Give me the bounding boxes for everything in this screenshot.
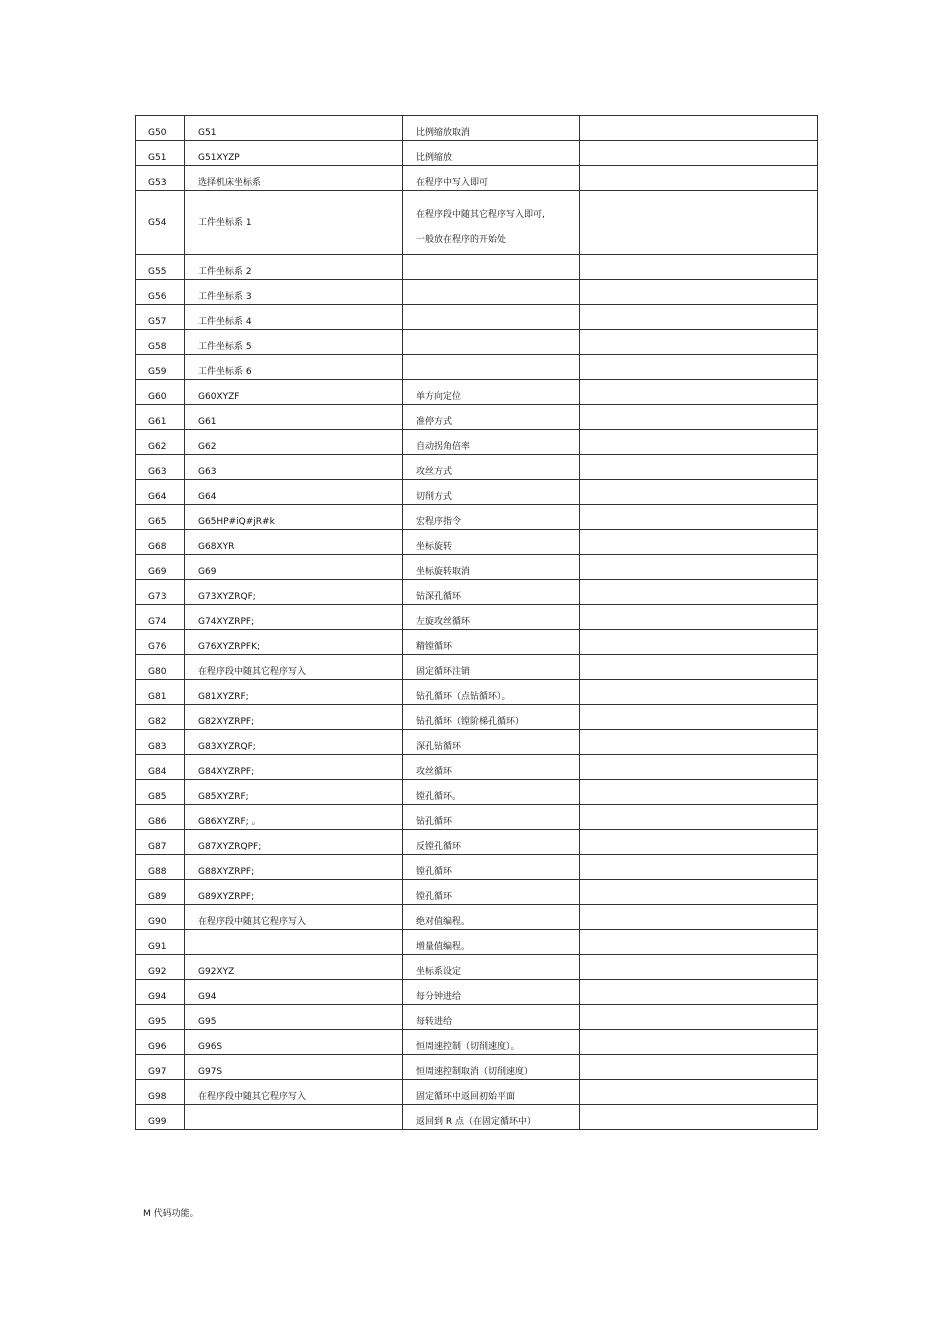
cell-function: 增量值编程。 <box>403 930 580 955</box>
cell-function: 钻孔循环（点钻循环）。 <box>403 680 580 705</box>
cell-format: G85XYZRF; <box>185 780 403 805</box>
cell-format: G69 <box>185 555 403 580</box>
table-row <box>136 680 818 705</box>
cell-code: G86 <box>136 805 185 830</box>
cell-code: G59 <box>136 355 185 380</box>
cell-function <box>403 330 580 355</box>
table-row <box>136 580 818 605</box>
cell-function: 坐标旋转 <box>403 530 580 555</box>
cell-note <box>580 630 818 655</box>
cell-function: 攻丝循环 <box>403 755 580 780</box>
g-code-table-body <box>136 116 818 1130</box>
cell-format: G89XYZRPF; <box>185 880 403 905</box>
cell-code: G92 <box>136 955 185 980</box>
cell-note <box>580 280 818 305</box>
cell-note <box>580 555 818 580</box>
cell-function: 镗孔循环 <box>403 855 580 880</box>
table-row <box>136 1030 818 1055</box>
cell-format: G81XYZRF; <box>185 680 403 705</box>
cell-format: G51 <box>185 116 403 141</box>
cell-code: G64 <box>136 480 185 505</box>
cell-format <box>185 930 403 955</box>
cell-format: 在程序段中随其它程序写入 <box>185 1080 403 1105</box>
cell-function: 自动拐角倍率 <box>403 430 580 455</box>
table-row <box>136 755 818 780</box>
cell-function: 在程序中写入即可 <box>403 166 580 191</box>
table-row <box>136 480 818 505</box>
cell-format: G65HP#iQ#jR#k <box>185 505 403 530</box>
table-row <box>136 955 818 980</box>
cell-note <box>580 705 818 730</box>
table-row <box>136 780 818 805</box>
cell-code: G63 <box>136 455 185 480</box>
cell-code: G90 <box>136 905 185 930</box>
cell-code: G68 <box>136 530 185 555</box>
cell-function: 反镗孔循环 <box>403 830 580 855</box>
cell-code: G76 <box>136 630 185 655</box>
table-row <box>136 705 818 730</box>
cell-note <box>580 980 818 1005</box>
cell-function: 深孔钻循环 <box>403 730 580 755</box>
cell-note <box>580 655 818 680</box>
cell-code: G54 <box>136 191 185 255</box>
cell-code: G61 <box>136 405 185 430</box>
cell-code: G87 <box>136 830 185 855</box>
cell-function: 固定循环中返回初始平面 <box>403 1080 580 1105</box>
cell-format: G84XYZRPF; <box>185 755 403 780</box>
cell-note <box>580 955 818 980</box>
cell-format: G73XYZRQF; <box>185 580 403 605</box>
table-row <box>136 330 818 355</box>
cell-code: G99 <box>136 1105 185 1130</box>
cell-format: G51XYZP <box>185 141 403 166</box>
cell-note <box>580 166 818 191</box>
cell-function: 比例缩放取消 <box>403 116 580 141</box>
cell-note <box>580 805 818 830</box>
cell-code: G58 <box>136 330 185 355</box>
cell-function: 钻深孔循环 <box>403 580 580 605</box>
cell-note <box>580 780 818 805</box>
cell-function: 钻孔循环 <box>403 805 580 830</box>
cell-format: 在程序段中随其它程序写入 <box>185 655 403 680</box>
table-row <box>136 141 818 166</box>
table-row <box>136 655 818 680</box>
cell-code: G83 <box>136 730 185 755</box>
cell-code: G96 <box>136 1030 185 1055</box>
section-footer-m-code: M 代码功能。 <box>143 1209 199 1219</box>
g-code-table <box>135 115 818 1130</box>
table-row <box>136 405 818 430</box>
cell-format: G87XYZRQPF; <box>185 830 403 855</box>
cell-format: G92XYZ <box>185 955 403 980</box>
table-row <box>136 1080 818 1105</box>
table-row <box>136 280 818 305</box>
cell-code: G81 <box>136 680 185 705</box>
cell-note <box>580 605 818 630</box>
cell-format: G61 <box>185 405 403 430</box>
table-row <box>136 555 818 580</box>
cell-function <box>403 355 580 380</box>
cell-function <box>403 255 580 280</box>
cell-code: G62 <box>136 430 185 455</box>
cell-format: 选择机床坐标系 <box>185 166 403 191</box>
cell-code: G50 <box>136 116 185 141</box>
cell-note <box>580 580 818 605</box>
cell-note <box>580 430 818 455</box>
table-row <box>136 880 818 905</box>
table-row <box>136 1055 818 1080</box>
cell-format: G86XYZRF; 。 <box>185 805 403 830</box>
table-row <box>136 430 818 455</box>
cell-function: 精镗循环 <box>403 630 580 655</box>
table-row <box>136 905 818 930</box>
cell-code: G51 <box>136 141 185 166</box>
cell-code: G74 <box>136 605 185 630</box>
cell-format: 工件坐标系 5 <box>185 330 403 355</box>
cell-format: G96S <box>185 1030 403 1055</box>
cell-function: 钻孔循环（镗阶梯孔循环） <box>403 705 580 730</box>
cell-function: 准停方式 <box>403 405 580 430</box>
cell-code: G84 <box>136 755 185 780</box>
cell-note <box>580 1105 818 1130</box>
cell-function: 固定循环注销 <box>403 655 580 680</box>
cell-note <box>580 855 818 880</box>
table-row <box>136 305 818 330</box>
cell-note <box>580 830 818 855</box>
cell-function <box>403 280 580 305</box>
cell-format: G74XYZRPF; <box>185 605 403 630</box>
cell-format: G63 <box>185 455 403 480</box>
cell-code: G89 <box>136 880 185 905</box>
cell-note <box>580 116 818 141</box>
cell-code: G80 <box>136 655 185 680</box>
cell-format: 工件坐标系 3 <box>185 280 403 305</box>
cell-note <box>580 380 818 405</box>
table-row <box>136 166 818 191</box>
cell-function-line: 在程序段中随其它程序写入即可, <box>416 210 545 220</box>
table-row <box>136 930 818 955</box>
cell-function: 绝对值编程。 <box>403 905 580 930</box>
cell-format: G62 <box>185 430 403 455</box>
cell-format: G97S <box>185 1055 403 1080</box>
cell-note <box>580 255 818 280</box>
cell-code: G82 <box>136 705 185 730</box>
cell-note <box>580 405 818 430</box>
table-row <box>136 830 818 855</box>
cell-note <box>580 141 818 166</box>
table-row <box>136 355 818 380</box>
table-row <box>136 605 818 630</box>
cell-note <box>580 455 818 480</box>
cell-format: 工件坐标系 2 <box>185 255 403 280</box>
cell-function: 宏程序指令 <box>403 505 580 530</box>
cell-format: G95 <box>185 1005 403 1030</box>
cell-code: G97 <box>136 1055 185 1080</box>
cell-format: 工件坐标系 4 <box>185 305 403 330</box>
cell-note <box>580 730 818 755</box>
cell-note <box>580 680 818 705</box>
cell-note <box>580 305 818 330</box>
cell-code: G91 <box>136 930 185 955</box>
cell-format: G82XYZRPF; <box>185 705 403 730</box>
table-row <box>136 730 818 755</box>
cell-note <box>580 330 818 355</box>
cell-format: G60XYZF <box>185 380 403 405</box>
table-row <box>136 380 818 405</box>
cell-function: 攻丝方式 <box>403 455 580 480</box>
table-row <box>136 116 818 141</box>
cell-note <box>580 930 818 955</box>
table-row <box>136 530 818 555</box>
cell-format: G94 <box>185 980 403 1005</box>
cell-format: G83XYZRQF; <box>185 730 403 755</box>
cell-function: 每分钟进给 <box>403 980 580 1005</box>
cell-function <box>403 305 580 330</box>
cell-note <box>580 1030 818 1055</box>
cell-function: 镗孔循环 <box>403 880 580 905</box>
table-row <box>136 805 818 830</box>
table-row <box>136 630 818 655</box>
cell-code: G55 <box>136 255 185 280</box>
cell-function: 坐标旋转取消 <box>403 555 580 580</box>
cell-note <box>580 905 818 930</box>
table-row <box>136 1005 818 1030</box>
cell-note <box>580 191 818 255</box>
cell-code: G65 <box>136 505 185 530</box>
cell-code: G95 <box>136 1005 185 1030</box>
cell-function: 切削方式 <box>403 480 580 505</box>
cell-function: 左旋攻丝循环 <box>403 605 580 630</box>
cell-format <box>185 1105 403 1130</box>
cell-code: G94 <box>136 980 185 1005</box>
table-row <box>136 255 818 280</box>
table-row <box>136 505 818 530</box>
cell-function: 返回到 R 点（在固定循环中） <box>403 1105 580 1130</box>
cell-format: 工件坐标系 6 <box>185 355 403 380</box>
cell-function <box>403 191 580 255</box>
cell-note <box>580 1055 818 1080</box>
cell-note <box>580 1005 818 1030</box>
cell-note <box>580 480 818 505</box>
cell-function: 每转进给 <box>403 1005 580 1030</box>
cell-format: G76XYZRPFK; <box>185 630 403 655</box>
cell-note <box>580 880 818 905</box>
cell-code: G98 <box>136 1080 185 1105</box>
cell-function: 恒周速控制（切削速度）。 <box>403 1030 580 1055</box>
cell-code: G69 <box>136 555 185 580</box>
cell-function: 镗孔循环。 <box>403 780 580 805</box>
cell-note <box>580 505 818 530</box>
cell-function: 坐标系设定 <box>403 955 580 980</box>
cell-code: G57 <box>136 305 185 330</box>
cell-code: G60 <box>136 380 185 405</box>
cell-code: G85 <box>136 780 185 805</box>
cell-note <box>580 530 818 555</box>
table-row <box>136 1105 818 1130</box>
cell-format: G88XYZRPF; <box>185 855 403 880</box>
table-row <box>136 455 818 480</box>
cell-function: 单方向定位 <box>403 380 580 405</box>
cell-format: 工件坐标系 1 <box>185 191 403 255</box>
cell-function: 恒周速控制取消（切削速度） <box>403 1055 580 1080</box>
cell-code: G53 <box>136 166 185 191</box>
table-row <box>136 980 818 1005</box>
table-row <box>136 191 818 255</box>
cell-function: 比例缩放 <box>403 141 580 166</box>
table-row <box>136 855 818 880</box>
cell-note <box>580 355 818 380</box>
cell-format: G68XYR <box>185 530 403 555</box>
cell-format: 在程序段中随其它程序写入 <box>185 905 403 930</box>
cell-function-line: 一般放在程序的开始处 <box>416 235 507 245</box>
cell-note <box>580 1080 818 1105</box>
cell-code: G73 <box>136 580 185 605</box>
cell-code: G56 <box>136 280 185 305</box>
cell-note <box>580 755 818 780</box>
cell-format: G64 <box>185 480 403 505</box>
cell-code: G88 <box>136 855 185 880</box>
